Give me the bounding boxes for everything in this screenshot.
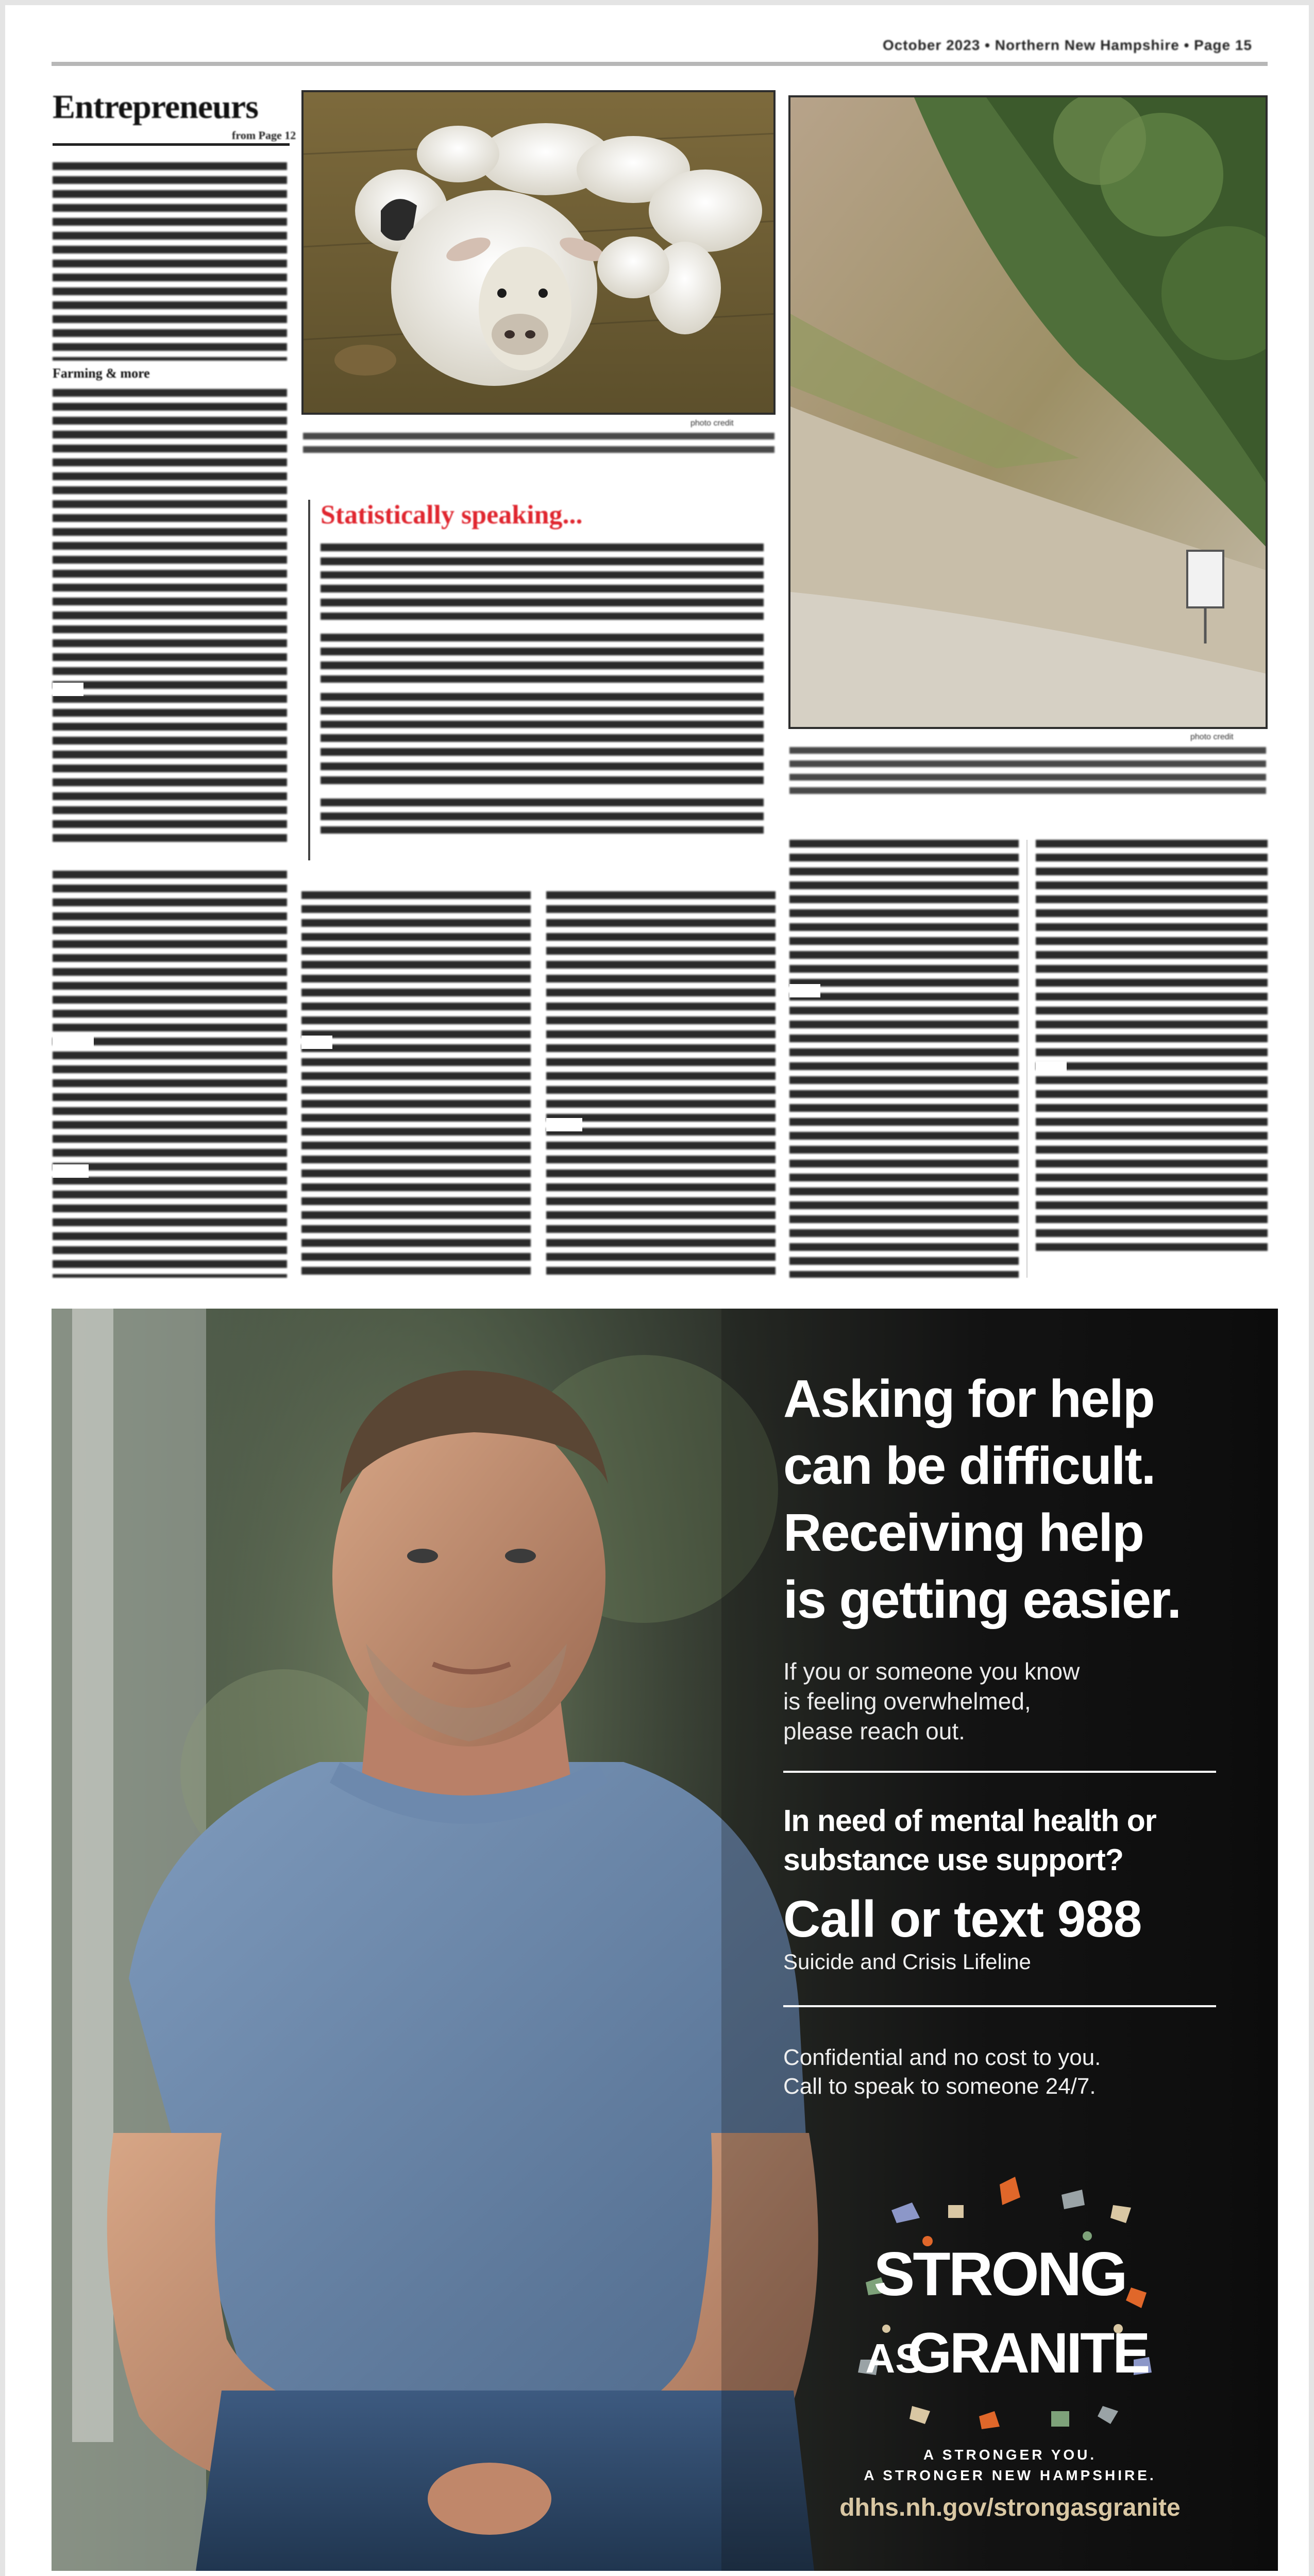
article-column-4 bbox=[789, 840, 1019, 1278]
headline-line-3: Receiving help bbox=[783, 1503, 1143, 1562]
sheep-flock-image bbox=[304, 92, 776, 415]
lifeline-label: Suicide and Crisis Lifeline bbox=[783, 1950, 1031, 1974]
confidential-note bbox=[783, 2043, 1247, 2101]
confidential-line-1: Confidential and no cost to you. bbox=[783, 2045, 1101, 2070]
mental-health-ad bbox=[52, 1309, 1278, 2571]
hillside-photo-caption bbox=[789, 747, 1266, 796]
logo-granite: GRANITE bbox=[907, 2321, 1149, 2385]
headline-line-4: is getting easier. bbox=[783, 1570, 1181, 1629]
statistics-sidebar bbox=[308, 500, 777, 860]
hillside-photo bbox=[788, 95, 1268, 729]
ad-intro bbox=[783, 1656, 1247, 1746]
section-title-rule bbox=[53, 143, 290, 146]
logo-as: AS bbox=[865, 2335, 923, 2381]
ad-headline bbox=[783, 1365, 1247, 1633]
confidential-line-2: Call to speak to someone 24/7. bbox=[783, 2074, 1096, 2099]
support-question-line-2: substance use support? bbox=[783, 1843, 1123, 1877]
sheep-photo-caption bbox=[303, 433, 774, 453]
article-column-1a bbox=[53, 162, 287, 361]
intro-line-3: please reach out. bbox=[783, 1718, 965, 1744]
ad-divider-1 bbox=[783, 1771, 1216, 1773]
sheep-photo-credit: photo credit bbox=[690, 419, 734, 428]
stats-item-6 bbox=[321, 762, 764, 784]
article-column-3 bbox=[546, 891, 776, 1278]
stats-item-5 bbox=[321, 734, 764, 756]
stats-item-7 bbox=[321, 799, 764, 834]
call-or-text-988[interactable]: Call or text 988 bbox=[783, 1890, 1142, 1948]
stats-item-2 bbox=[321, 585, 764, 620]
ad-website-link[interactable]: dhhs.nh.gov/strongasgranite bbox=[839, 2494, 1181, 2521]
page-folio: October 2023 • Northern New Hampshire • Page 15 bbox=[882, 37, 1252, 53]
article-column-2 bbox=[301, 891, 531, 1278]
statistics-title: Statistically speaking... bbox=[321, 500, 583, 530]
jump-line: from Page 12 bbox=[232, 129, 296, 142]
support-question-line-1: In need of mental health or bbox=[783, 1804, 1156, 1838]
article-column-5 bbox=[1036, 840, 1268, 1252]
support-question bbox=[783, 1801, 1247, 1879]
stats-item-3 bbox=[321, 634, 764, 683]
headline-line-1: Asking for help bbox=[783, 1369, 1154, 1428]
sheep-photo bbox=[301, 90, 776, 415]
article-column-1c bbox=[53, 871, 287, 1278]
headline-line-2: can be difficult. bbox=[783, 1436, 1155, 1495]
article-column-1b bbox=[53, 389, 287, 842]
column-divider bbox=[1026, 840, 1027, 1278]
ad-tagline bbox=[788, 2445, 1232, 2486]
ad-copy bbox=[783, 1365, 1247, 2101]
stats-item-1 bbox=[321, 544, 764, 579]
stats-item-4 bbox=[321, 693, 764, 728]
newspaper-page bbox=[5, 5, 1309, 2576]
article-subhead: Farming & more bbox=[53, 366, 150, 381]
strong-as-granite-logo bbox=[845, 2174, 1154, 2442]
intro-line-1: If you or someone you know bbox=[783, 1658, 1080, 1685]
tagline-line-2: A STRONGER NEW HAMPSHIRE. bbox=[864, 2467, 1156, 2483]
intro-line-2: is feeling overwhelmed, bbox=[783, 1688, 1031, 1715]
ad-divider-2 bbox=[783, 2005, 1216, 2007]
hillside-image bbox=[790, 97, 1268, 729]
hillside-photo-credit: photo credit bbox=[1190, 733, 1234, 741]
logo-strong: STRONG bbox=[873, 2240, 1126, 2309]
tagline-line-1: A STRONGER YOU. bbox=[923, 2447, 1097, 2463]
section-title: Entrepreneurs bbox=[53, 88, 258, 126]
header-rule bbox=[52, 62, 1268, 66]
